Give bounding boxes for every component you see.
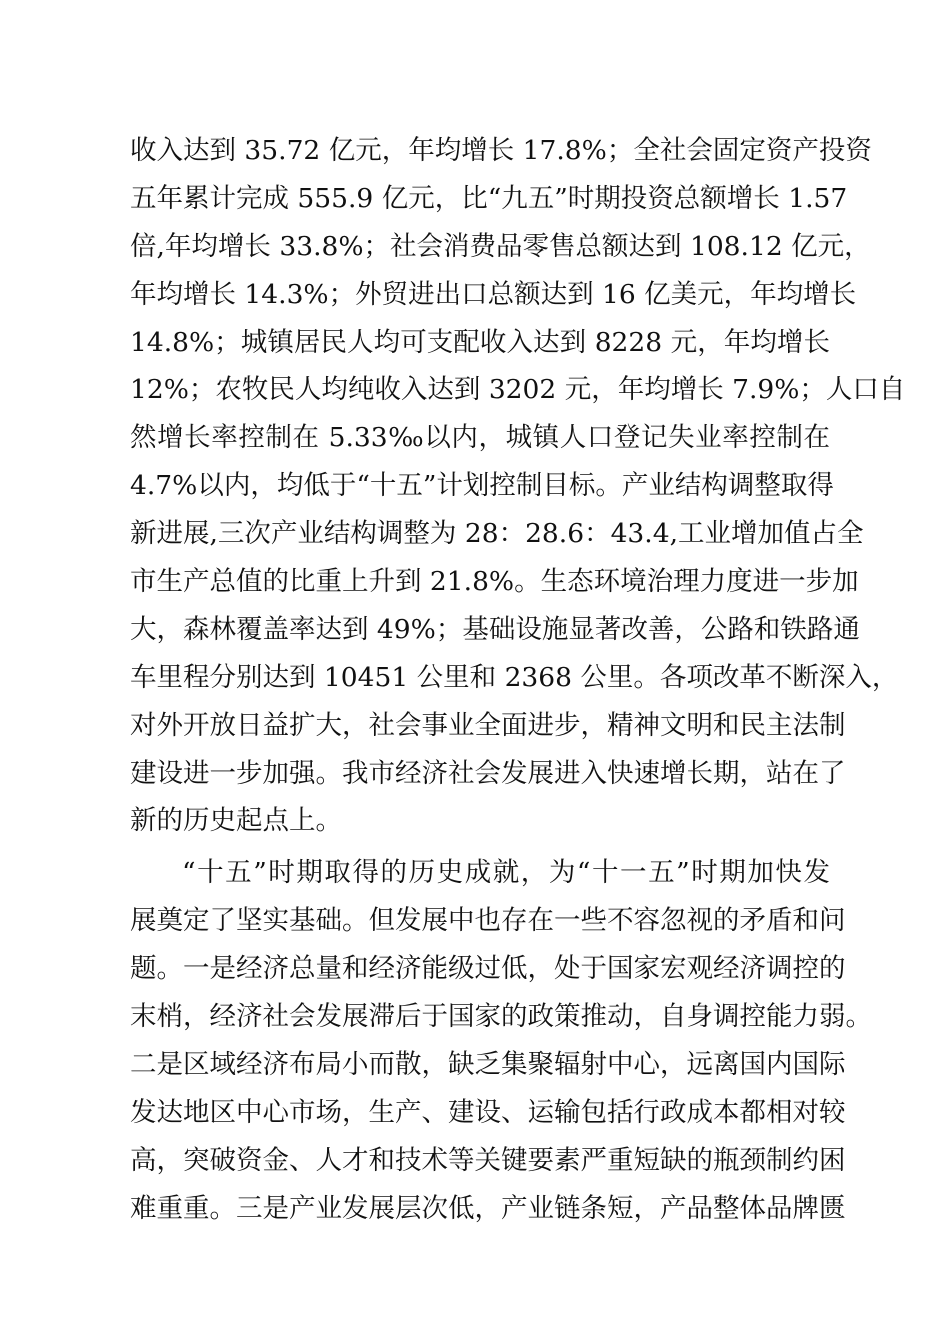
text-line: 收入达到 35.72 亿元，年均增长 17.8%；全社会固定资产投资	[130, 135, 872, 166]
text-line: 二是区域经济布局小而散，缺乏集聚辐射中心，远离国内国际	[130, 1048, 846, 1080]
text-line: 对外开放日益扩大，社会事业全面进步，精神文明和民主法制	[130, 709, 846, 741]
text-line: 然增长率控制在 5.33‰以内，城镇人口登记失业率控制在	[130, 422, 830, 454]
text-line: 展奠定了坚实基础。但发展中也存在一些不容忽视的矛盾和问	[130, 905, 846, 937]
text-line: 新进展,三次产业结构调整为 28：28.6：43.4,工业增加值占全	[130, 518, 864, 550]
text-line: 难重重。三是产业发展层次低，产业链条短，产品整体品牌匮	[130, 1192, 846, 1224]
text-line: 倍,年均增长 33.8%；社会消费品零售总额达到 108.12 亿元，	[130, 230, 871, 262]
body-text	[130, 127, 906, 1232]
text-line: 大，森林覆盖率达到 49%；基础设施显著改善，公路和铁路通	[130, 613, 860, 645]
text-line: 建设进一步加强。我市经济社会发展进入快速增长期，站在了	[130, 757, 846, 789]
paragraph-end-line: 新的历史起点上。	[130, 805, 342, 837]
text-line: 12%；农牧民人均纯收入达到 3202 元，年均增长 7.9%；人口自	[130, 374, 906, 406]
text-line: 发达地区中心市场，生产、建设、运输包括行政成本都相对较	[130, 1096, 846, 1128]
text-line: 14.8%；城镇居民人均可支配收入达到 8228 元，年均增长	[130, 326, 830, 358]
text-line: 市生产总值的比重上升到 21.8%。生态环境治理力度进一步加	[130, 566, 859, 598]
text-line: 五年累计完成 555.9 亿元，比“九五”时期投资总额增长 1.57	[130, 182, 848, 214]
text-line: 题。一是经济总量和经济能级过低，处于国家宏观经济调控的	[130, 953, 846, 985]
text-line: 高，突破资金、人才和技术等关键要素严重短缺的瓶颈制约困	[130, 1144, 846, 1176]
text-line: 车里程分别达到 10451 公里和 2368 公里。各项改革不断深入，	[130, 661, 899, 693]
text-line: 4.7%以内，均低于“十五”计划控制目标。产业结构调整取得	[130, 470, 834, 502]
text-line: 末梢，经济社会发展滞后于国家的政策推动，自身调控能力弱。	[130, 1001, 872, 1033]
paragraph-first-line: “十五”时期取得的历史成就，为“十一五”时期加快发	[182, 857, 830, 889]
text-line: 年均增长 14.3%；外贸进出口总额达到 16 亿美元，年均增长	[130, 278, 857, 310]
